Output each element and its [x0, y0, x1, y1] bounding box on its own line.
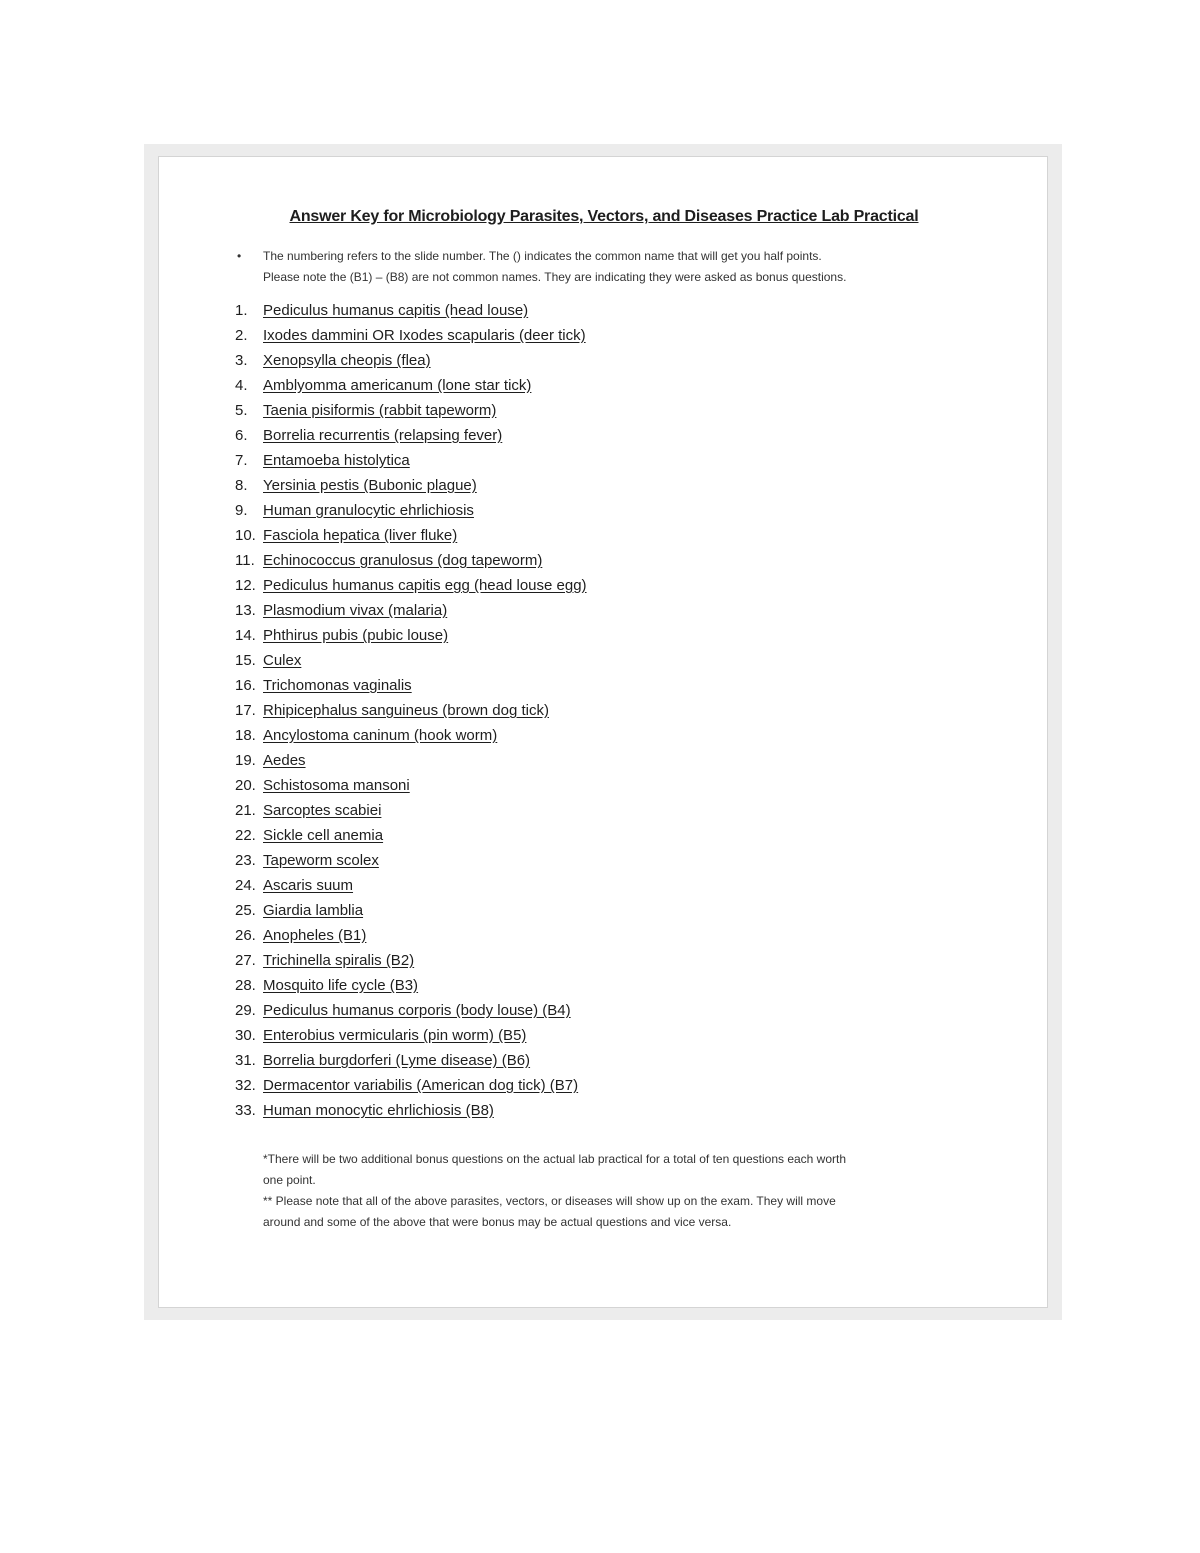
answer-text: Human granulocytic ehrlichiosis	[263, 502, 474, 519]
answer-item	[235, 348, 935, 373]
document-title: Answer Key for Microbiology Parasites, Vectors, and Diseases Practice Lab Practical	[289, 208, 919, 225]
answer-item	[235, 1073, 935, 1098]
bullet-icon: •	[237, 249, 242, 263]
intro-line-2: Please note the (B1) – (B8) are not common names. They are indicating they were asked as bonus questions.	[263, 270, 847, 284]
answer-number: 15.	[235, 652, 256, 669]
answer-number: 25.	[235, 902, 256, 919]
answer-list	[235, 298, 935, 1123]
answer-item	[235, 473, 935, 498]
answer-item	[235, 798, 935, 823]
footnote-2-line-2: around and some of the above that were bonus may be actual questions and vice versa.	[263, 1215, 732, 1229]
answer-text: Phthirus pubis (pubic louse)	[263, 627, 449, 644]
answer-number: 32.	[235, 1077, 256, 1094]
answer-item	[235, 498, 935, 523]
answer-text: Taenia pisiformis (rabbit tapeworm)	[263, 402, 497, 419]
answer-item	[235, 373, 935, 398]
answer-item	[235, 998, 935, 1023]
answer-number: 14.	[235, 627, 256, 644]
answer-number: 20.	[235, 777, 256, 794]
answer-number: 12.	[235, 577, 256, 594]
answer-text: Culex	[263, 652, 302, 669]
answer-number: 30.	[235, 1027, 256, 1044]
answer-item	[235, 398, 935, 423]
answer-item	[235, 623, 935, 648]
answer-text: Tapeworm scolex	[263, 852, 379, 869]
answer-text: Sickle cell anemia	[263, 827, 384, 844]
answer-item	[235, 748, 935, 773]
answer-number: 21.	[235, 802, 256, 819]
answer-number: 8.	[235, 477, 248, 494]
answer-item	[235, 723, 935, 748]
answer-item	[235, 873, 935, 898]
answer-text: Echinococcus granulosus (dog tapeworm)	[263, 552, 543, 569]
answer-item	[235, 773, 935, 798]
answer-item	[235, 548, 935, 573]
answer-item	[235, 423, 935, 448]
answer-text: Giardia lamblia	[263, 902, 364, 919]
answer-number: 28.	[235, 977, 256, 994]
answer-number: 29.	[235, 1002, 256, 1019]
answer-number: 27.	[235, 952, 256, 969]
answer-item	[235, 323, 935, 348]
answer-number: 18.	[235, 727, 256, 744]
answer-text: Mosquito life cycle (B3)	[263, 977, 419, 994]
answer-text: Pediculus humanus capitis (head louse)	[263, 302, 529, 319]
answer-number: 1.	[235, 302, 248, 319]
answer-number: 4.	[235, 377, 248, 394]
answer-item	[235, 823, 935, 848]
answer-number: 3.	[235, 352, 248, 369]
answer-item	[235, 598, 935, 623]
answer-item	[235, 448, 935, 473]
answer-text: Human monocytic ehrlichiosis (B8)	[263, 1102, 494, 1119]
footnote-1-line-1: *There will be two additional bonus questions on the actual lab practical for a total of ten questions each worth	[263, 1152, 847, 1166]
answer-number: 16.	[235, 677, 256, 694]
answer-number: 6.	[235, 427, 248, 444]
answer-text: Schistosoma mansoni	[263, 777, 410, 794]
answer-number: 22.	[235, 827, 256, 844]
answer-item	[235, 698, 935, 723]
answer-text: Borrelia burgdorferi (Lyme disease) (B6)	[263, 1052, 531, 1069]
answer-number: 31.	[235, 1052, 256, 1069]
answer-text: Anopheles (B1)	[263, 927, 367, 944]
answer-text: Yersinia pestis (Bubonic plague)	[263, 477, 477, 494]
intro-note	[237, 246, 977, 288]
footnote-2-line-1: ** Please note that all of the above parasites, vectors, or diseases will show up on the exam. They will move	[263, 1194, 836, 1208]
answer-text: Ixodes dammini OR Ixodes scapularis (deer tick)	[263, 327, 586, 344]
answer-text: Pediculus humanus capitis egg (head louse egg)	[263, 577, 587, 594]
answer-text: Pediculus humanus corporis (body louse) (B4)	[263, 1002, 571, 1019]
answer-item	[235, 973, 935, 998]
answer-item	[235, 298, 935, 323]
answer-text: Trichomonas vaginalis	[263, 677, 412, 694]
answer-text: Rhipicephalus sanguineus (brown dog tick)	[263, 702, 549, 719]
answer-number: 13.	[235, 602, 256, 619]
answer-text: Trichinella spiralis (B2)	[263, 952, 415, 969]
answer-number: 7.	[235, 452, 248, 469]
answer-item	[235, 573, 935, 598]
answer-item	[235, 1098, 935, 1123]
answer-number: 2.	[235, 327, 248, 344]
answer-text: Borrelia recurrentis (relapsing fever)	[263, 427, 503, 444]
answer-item	[235, 523, 935, 548]
answer-item	[235, 848, 935, 873]
answer-text: Dermacentor variabilis (American dog tick) (B7)	[263, 1077, 579, 1094]
answer-item	[235, 1023, 935, 1048]
answer-number: 26.	[235, 927, 256, 944]
answer-number: 19.	[235, 752, 256, 769]
answer-text: Enterobius vermicularis (pin worm) (B5)	[263, 1027, 527, 1044]
answer-item	[235, 648, 935, 673]
answer-number: 5.	[235, 402, 248, 419]
footnotes	[263, 1149, 1003, 1233]
answer-item	[235, 1048, 935, 1073]
answer-number: 11.	[235, 552, 255, 569]
answer-number: 24.	[235, 877, 256, 894]
answer-text: Amblyomma americanum (lone star tick)	[263, 377, 532, 394]
answer-text: Entamoeba histolytica	[263, 452, 410, 469]
answer-number: 10.	[235, 527, 256, 544]
answer-number: 17.	[235, 702, 256, 719]
answer-text: Xenopsylla cheopis (flea)	[263, 352, 431, 369]
answer-text: Ascaris suum	[263, 877, 354, 894]
answer-number: 23.	[235, 852, 256, 869]
footnote-1-line-2: one point.	[263, 1173, 316, 1187]
answer-text: Plasmodium vivax (malaria)	[263, 602, 448, 619]
answer-item	[235, 948, 935, 973]
answer-item	[235, 898, 935, 923]
answer-item	[235, 673, 935, 698]
answer-text: Ancylostoma caninum (hook worm)	[263, 727, 498, 744]
intro-line-1: The numbering refers to the slide number. The () indicates the common name that will get you half points.	[263, 249, 822, 263]
document-page	[158, 156, 1048, 1308]
answer-number: 33.	[235, 1102, 256, 1119]
answer-text: Aedes	[263, 752, 306, 769]
answer-number: 9.	[235, 502, 248, 519]
answer-text: Sarcoptes scabiei	[263, 802, 382, 819]
answer-text: Fasciola hepatica (liver fluke)	[263, 527, 458, 544]
answer-item	[235, 923, 935, 948]
